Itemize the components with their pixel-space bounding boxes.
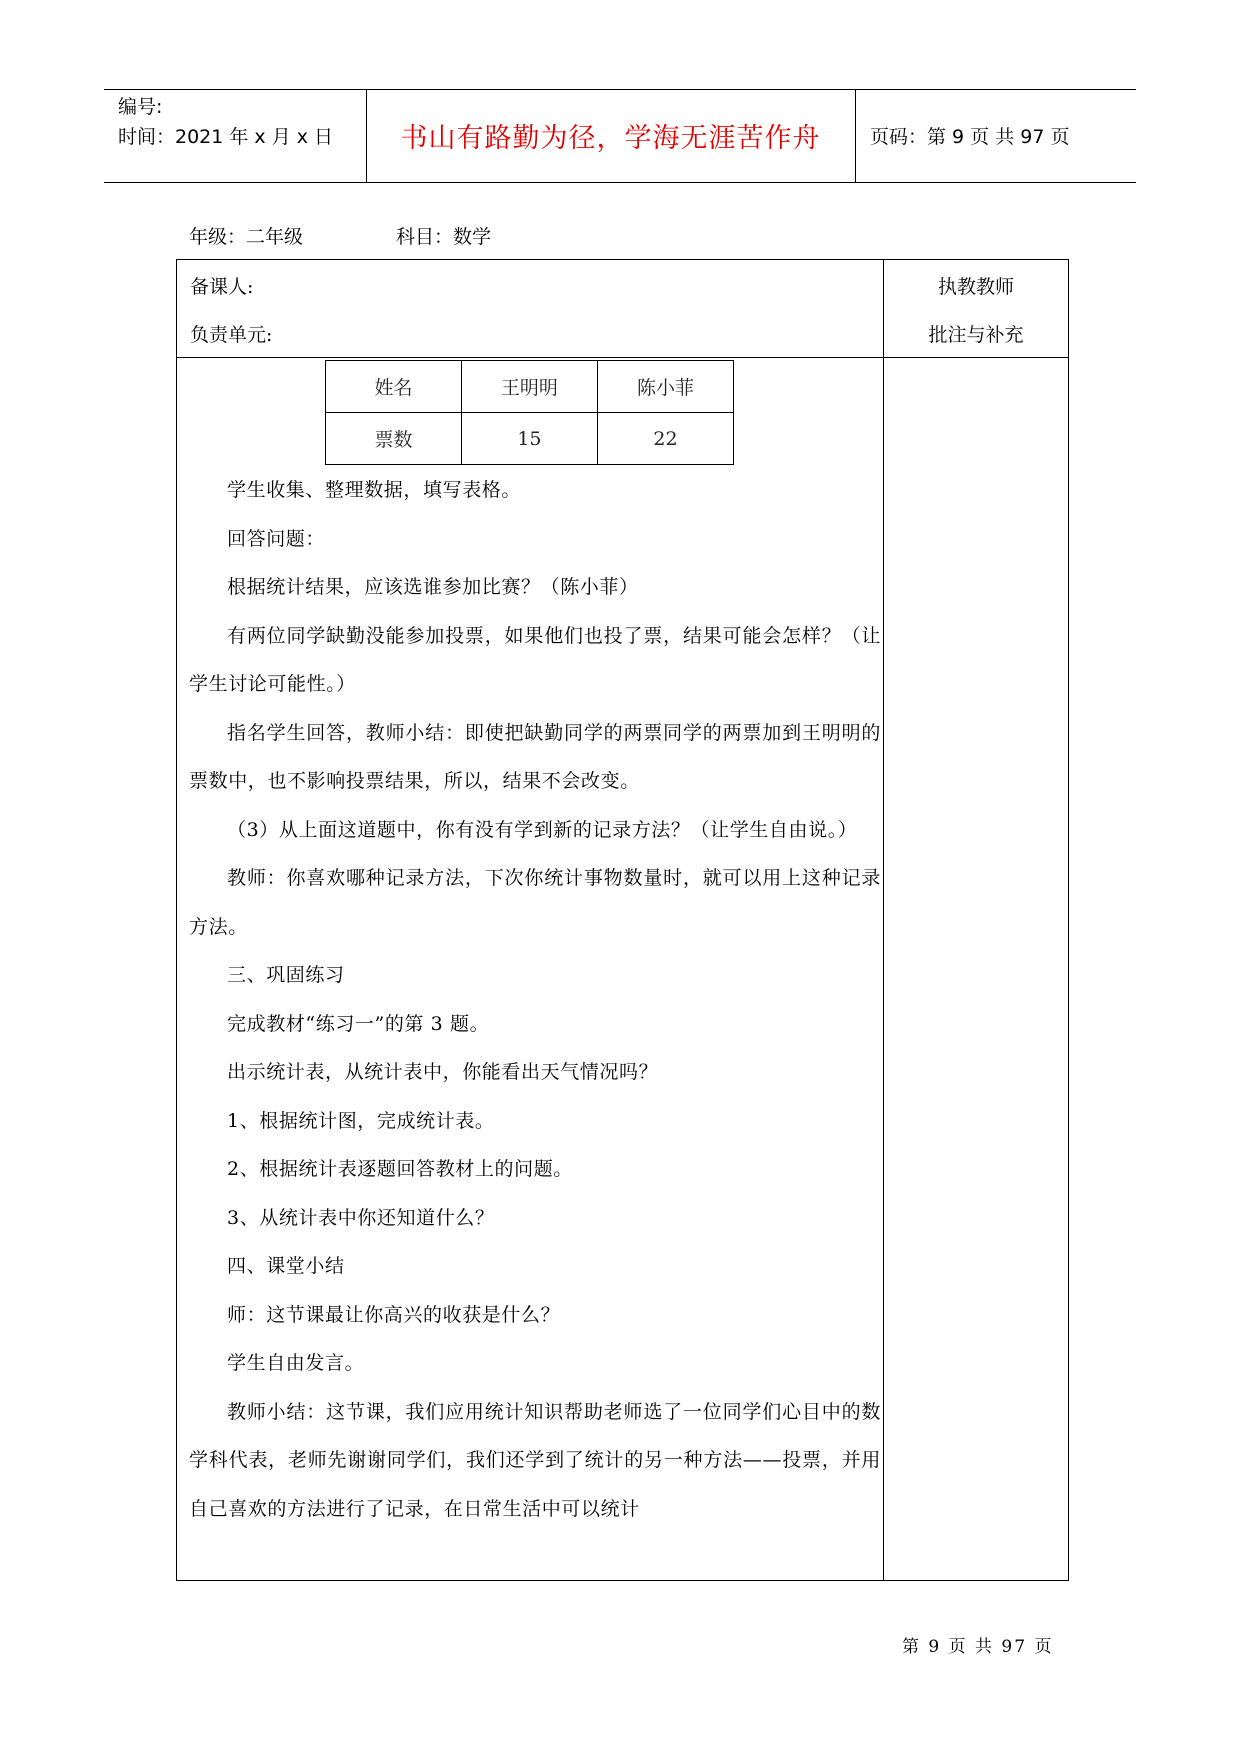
header-page-number: 页码：第 9 页 共 97 页 bbox=[870, 126, 1070, 148]
paragraph: 完成教材“练习一”的第 3 题。 bbox=[227, 1012, 490, 1035]
header-motto: 书山有路勤为径，学海无涯苦作舟 bbox=[400, 123, 821, 154]
section-heading: 三、巩固练习 bbox=[227, 964, 345, 986]
table-cell: 陈小菲 bbox=[597, 361, 733, 413]
paragraph: 根据统计结果，应该选谁参加比赛？（陈小菲） bbox=[227, 576, 639, 598]
table-cell: 22 bbox=[597, 413, 733, 465]
paragraph: 教师：你喜欢哪种记录方法，下次你统计事物数量时，就可以用上这种记录方法。 bbox=[189, 867, 881, 938]
paragraph: 出示统计表，从统计表中，你能看出天气情况吗？ bbox=[227, 1061, 659, 1083]
teacher-column-header: 执教教师 bbox=[937, 276, 1014, 298]
list-item: 1、根据统计图，完成统计表。 bbox=[227, 1109, 495, 1132]
unit-label: 负责单元: bbox=[190, 324, 273, 346]
page-header bbox=[104, 89, 1136, 183]
table-cell: 15 bbox=[461, 413, 597, 465]
notes-column-header: 批注与补充 bbox=[928, 324, 1024, 346]
preparer-label: 备课人: bbox=[190, 276, 254, 298]
doc-number-label: 编号: bbox=[118, 96, 163, 118]
vote-table bbox=[325, 360, 734, 465]
table-cell: 票数 bbox=[326, 413, 462, 465]
column-divider bbox=[883, 260, 884, 1580]
page-footer: 第 9 页 共 97 页 bbox=[902, 1637, 1054, 1657]
grade-label: 年级：二年级 bbox=[189, 226, 304, 248]
paragraph: 学生自由发言。 bbox=[227, 1352, 365, 1374]
subject-label: 科目：数学 bbox=[396, 226, 492, 248]
paragraph: 学生收集、整理数据，填写表格。 bbox=[227, 479, 522, 501]
doc-time-label: 时间：2021 年 x 月 x 日 bbox=[118, 126, 334, 148]
table-row bbox=[326, 413, 734, 465]
list-item: 3、从统计表中你还知道什么？ bbox=[227, 1206, 495, 1229]
paragraph: 回答问题： bbox=[227, 527, 326, 550]
table-cell: 王明明 bbox=[461, 361, 597, 413]
table-row bbox=[326, 361, 734, 413]
row-divider bbox=[177, 357, 1068, 358]
list-item: 2、根据统计表逐题回答教材上的问题。 bbox=[227, 1158, 573, 1180]
section-heading: 四、课堂小结 bbox=[227, 1255, 345, 1277]
lesson-content bbox=[189, 466, 881, 1533]
paragraph: （3）从上面这道题中，你有没有学到新的记录方法？（让学生自由说。） bbox=[227, 818, 858, 841]
header-divider bbox=[855, 90, 856, 182]
table-cell: 姓名 bbox=[326, 361, 462, 413]
lesson-plan-table bbox=[176, 259, 1069, 1581]
paragraph: 有两位同学缺勤没能参加投票，如果他们也投了票，结果可能会怎样？（让学生讨论可能性。） bbox=[189, 624, 881, 695]
paragraph: 师：这节课最让你高兴的收获是什么？ bbox=[227, 1303, 561, 1326]
header-info bbox=[118, 92, 333, 152]
paragraph: 教师小结：这节课，我们应用统计知识帮助老师选了一位同学们心目中的数学科代表，老师先谢谢同学们，我们还学到了统计的另一种方法——投票，并用自己喜欢的方法进行了记录，在日常生活中可以统计 bbox=[189, 1400, 881, 1520]
paragraph: 指名学生回答，教师小结：即使把缺勤同学的两票同学的两票加到王明明的票数中，也不影响投票结果，所以，结果不会改变。 bbox=[189, 721, 881, 792]
